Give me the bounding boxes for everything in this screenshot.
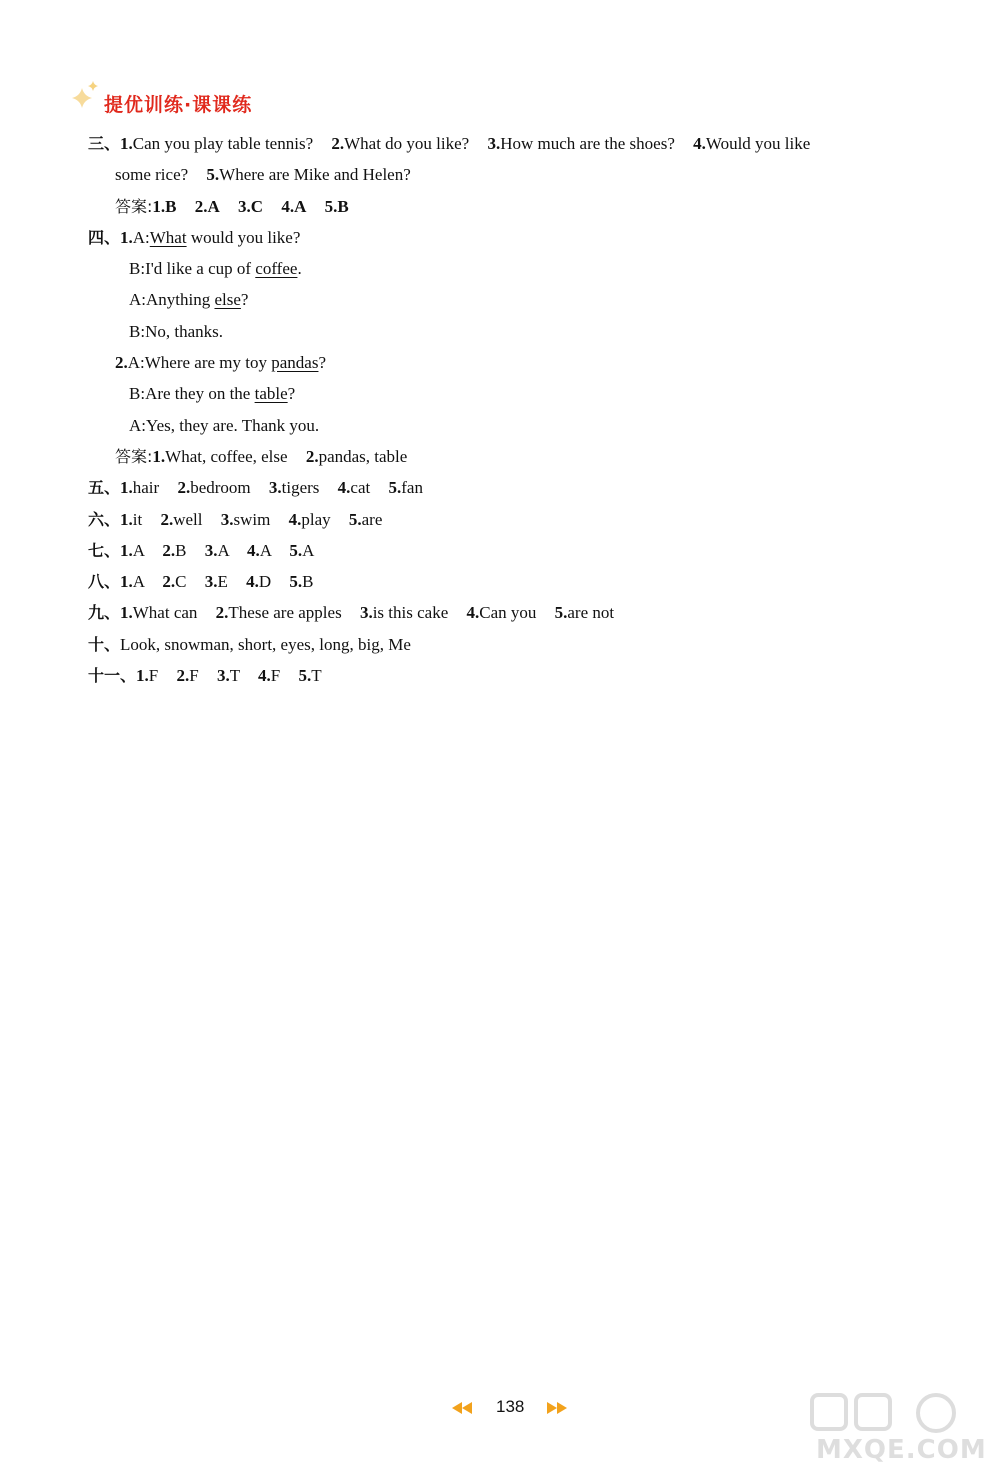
item-number: 2. xyxy=(115,353,128,373)
section-mark: 六、 xyxy=(88,509,121,529)
section-mark: 九、 xyxy=(88,603,121,623)
filled-blank: else xyxy=(214,290,241,310)
answer-item: are xyxy=(361,509,383,529)
watermark-text: MXQE.COM xyxy=(816,1435,987,1465)
item-text: Where are Mike and Helen? xyxy=(219,165,411,185)
item-number: 2. xyxy=(305,446,319,466)
answer-item: F xyxy=(148,666,159,686)
item-number: 5. xyxy=(554,603,568,623)
section-mark: 七、 xyxy=(88,540,121,560)
section-4-dialog-1-line-4 xyxy=(88,316,968,347)
speaker: B: xyxy=(129,384,146,404)
section-mark: 三、 xyxy=(88,134,121,153)
item-number: 1. xyxy=(152,446,166,466)
answer-item: F xyxy=(270,666,281,686)
item-text: Would you like xyxy=(705,134,811,153)
item-number: 3. xyxy=(204,572,218,592)
speaker: A: xyxy=(127,353,145,373)
item-number: 2. xyxy=(176,666,190,686)
item-number: 5. xyxy=(298,666,312,686)
item-number: 5. xyxy=(206,165,220,185)
answer-item: pandas, table xyxy=(318,446,408,466)
item-number: 1. xyxy=(120,572,133,592)
answer-item: T xyxy=(311,666,322,686)
filled-blank: table xyxy=(254,384,288,404)
dialog-text: . xyxy=(297,259,302,279)
item-number: 3. xyxy=(268,478,282,498)
section-4-dialog-1-line-2 xyxy=(88,253,968,284)
item-number: 3. xyxy=(487,134,501,153)
answer-item: A xyxy=(259,540,272,560)
speaker: B: xyxy=(129,321,146,341)
section-5 xyxy=(88,472,968,503)
section-mark: 八、 xyxy=(88,572,121,592)
answer-item: What, coffee, else xyxy=(165,446,288,466)
answer-item: B xyxy=(302,572,314,592)
answer-item: Can you xyxy=(479,603,537,623)
answer-item: 2.A xyxy=(194,196,220,216)
section-8 xyxy=(88,566,968,597)
section-mark: 四、 xyxy=(88,227,121,247)
item-number: 1. xyxy=(120,603,133,623)
section-4-dialog-1-line-1 xyxy=(88,222,968,253)
answer-item: A xyxy=(302,540,315,560)
item-number: 2. xyxy=(162,540,176,560)
filled-blank: pandas xyxy=(271,353,319,373)
section-3-answers xyxy=(88,191,968,222)
item-number: 3. xyxy=(216,666,230,686)
item-number: 4. xyxy=(466,603,480,623)
answer-item: B xyxy=(175,540,187,560)
dialog-text: ? xyxy=(287,384,296,404)
speaker: A: xyxy=(129,290,146,310)
item-text: How much are the shoes? xyxy=(500,134,675,153)
section-4-dialog-2-line-2 xyxy=(88,378,968,409)
item-number: 1. xyxy=(120,227,133,247)
answer-item: What can xyxy=(132,603,198,623)
dialog-text: Where are my toy xyxy=(144,353,272,373)
answer-item: is this cake xyxy=(372,603,449,623)
answer-item: 3.C xyxy=(238,196,264,216)
item-number: 2. xyxy=(177,478,191,498)
item-number: 1. xyxy=(120,509,133,529)
dialog-text: I'd like a cup of xyxy=(145,259,256,279)
item-number: 2. xyxy=(162,572,176,592)
speaker: A: xyxy=(132,227,150,247)
answer-item: C xyxy=(175,572,187,592)
section-11 xyxy=(88,660,968,691)
section-4-dialog-2-line-1 xyxy=(88,347,968,378)
answer-item: it xyxy=(132,509,143,529)
answer-item: bedroom xyxy=(190,478,251,498)
dialog-text: Anything xyxy=(146,290,215,310)
section-4-dialog-2-line-3 xyxy=(88,410,968,441)
section-3-line-2 xyxy=(88,159,968,190)
answer-item: F xyxy=(189,666,199,686)
item-number: 2. xyxy=(215,603,229,623)
section-mark: 十一、 xyxy=(88,666,137,686)
answer-item: A xyxy=(217,540,229,560)
item-text: What do you like? xyxy=(344,134,470,153)
item-number: 4. xyxy=(246,572,259,592)
section-6 xyxy=(88,504,968,535)
answer-item: 5.B xyxy=(324,196,349,216)
section-10 xyxy=(88,629,968,660)
item-number: 1. xyxy=(120,134,133,153)
answer-item: swim xyxy=(233,509,271,529)
answer-item: T xyxy=(229,666,240,686)
answer-item: A xyxy=(132,572,145,592)
item-text: Can you play table tennis? xyxy=(132,134,314,153)
dialog-text: Are they on the xyxy=(145,384,255,404)
item-number: 3. xyxy=(204,540,218,560)
answer-item: tigers xyxy=(281,478,320,498)
item-number: 1. xyxy=(120,540,133,560)
answer-item: well xyxy=(173,509,203,529)
answer-item: fan xyxy=(401,478,423,498)
answer-item: hair xyxy=(132,478,160,498)
speaker: A: xyxy=(129,415,146,435)
answer-item: D xyxy=(258,572,272,592)
answer-item: E xyxy=(217,572,228,592)
item-number: 3. xyxy=(359,603,373,623)
section-mark: 十、 xyxy=(88,634,121,654)
page-number: 138 xyxy=(496,1397,525,1416)
speaker: B: xyxy=(129,259,146,279)
answer-item: play xyxy=(301,509,331,529)
item-number: 5. xyxy=(289,572,303,592)
answer-item: Look, snowman, short, eyes, long, big, Me xyxy=(120,634,411,654)
item-number: 4. xyxy=(337,478,351,498)
answer-item: A xyxy=(132,540,145,560)
item-number: 3. xyxy=(220,509,234,529)
item-number: 4. xyxy=(693,134,706,153)
item-number: 2. xyxy=(160,509,174,529)
watermark-logo-icon xyxy=(806,1391,986,1437)
section-9 xyxy=(88,597,968,628)
item-number: 1. xyxy=(120,478,133,498)
dialog-text: would you like? xyxy=(186,227,301,247)
answer-item: 4.A xyxy=(281,196,307,216)
answer-item: cat xyxy=(350,478,371,498)
section-4-answers xyxy=(88,441,968,472)
item-number: 5. xyxy=(289,540,303,560)
double-right-arrow-icon xyxy=(547,1402,569,1414)
dialog-text: ? xyxy=(318,353,327,373)
item-number: 1. xyxy=(136,666,149,686)
item-number: 2. xyxy=(331,134,345,153)
answer-content xyxy=(88,128,968,691)
dialog-text: Yes, they are. Thank you. xyxy=(146,415,320,435)
item-number: 4. xyxy=(288,509,302,529)
header xyxy=(66,72,326,122)
answer-label: 答案: xyxy=(115,446,153,466)
item-text: some rice? xyxy=(115,165,189,185)
item-number: 5. xyxy=(348,509,362,529)
dialog-text: ? xyxy=(240,290,249,310)
sparkle-icon xyxy=(66,76,106,116)
watermark xyxy=(806,1391,986,1471)
filled-blank: What xyxy=(149,227,187,247)
section-4-dialog-1-line-3 xyxy=(88,284,968,315)
item-number: 5. xyxy=(388,478,402,498)
filled-blank: coffee xyxy=(255,259,298,279)
section-3-line-1 xyxy=(88,128,968,159)
answer-item: These are apples xyxy=(228,603,342,623)
item-number: 4. xyxy=(258,666,271,686)
item-number: 4. xyxy=(247,540,260,560)
answer-item: are not xyxy=(567,603,615,623)
answer-label: 答案: xyxy=(115,196,153,216)
double-left-arrow-icon xyxy=(452,1402,474,1414)
section-mark: 五、 xyxy=(88,478,121,498)
dialog-text: No, thanks. xyxy=(145,321,223,341)
book-title: 提优训练·课课练 xyxy=(104,94,253,116)
answer-item: 1.B xyxy=(152,196,177,216)
section-7 xyxy=(88,535,968,566)
